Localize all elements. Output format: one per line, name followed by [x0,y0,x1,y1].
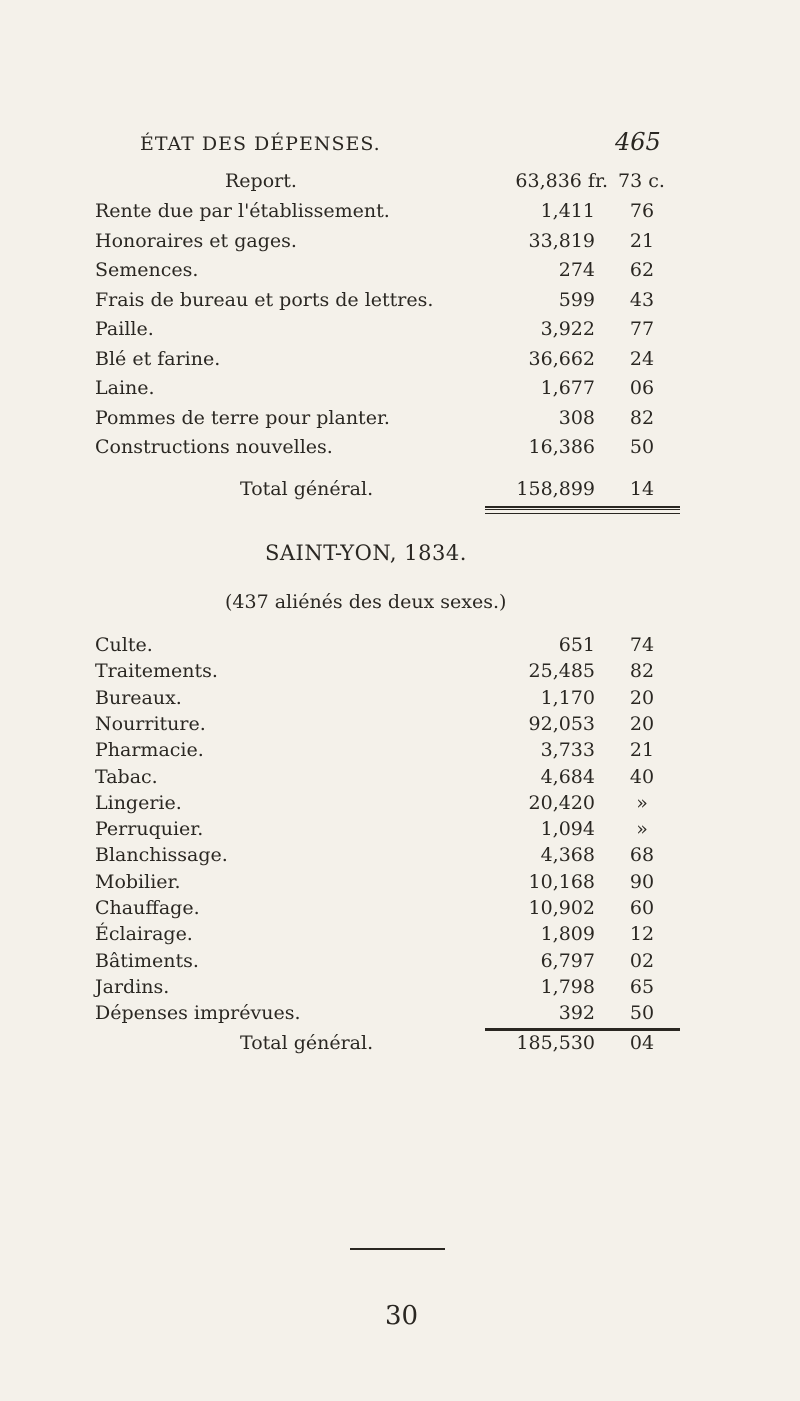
report-centimes: 73 c. [618,170,665,192]
row-francs: 274 [558,259,595,281]
row-centimes: 76 [629,200,655,222]
section-title: SAINT-YON, 1834. [265,541,467,565]
row-francs: 1,809 [540,923,595,946]
total-rule-top [485,506,680,508]
row-francs: 10,168 [528,870,595,893]
table-row [0,871,800,897]
table-row [0,200,800,226]
row-label: Paille. [95,318,154,340]
row-centimes: 65 [629,975,655,998]
section2-total-row [0,1032,800,1058]
row-francs: 10,902 [528,897,595,919]
row-label: Nourriture. [95,712,206,735]
table-row [0,407,800,433]
section2-total-francs: 185,530 [516,1032,595,1054]
row-centimes: 24 [629,347,655,370]
table-row [0,792,800,818]
total-rule-2 [485,1028,680,1031]
row-label: Frais de bureau et ports de lettres. [95,288,434,311]
row-label: Laine. [95,377,155,399]
row-label: Éclairage. [95,923,193,946]
table-row [0,766,800,792]
table-row [0,318,800,344]
row-label: Traitements. [95,660,218,683]
row-label: Semences. [95,259,199,281]
page-header-title: ÉTAT DES DÉPENSES. [140,133,381,155]
row-francs: 4,368 [540,844,595,867]
row-francs: 20,420 [528,791,595,814]
row-centimes: 21 [629,739,655,762]
section-note: (437 aliénés des deux sexes.) [225,591,507,613]
row-label: Jardins. [95,975,170,998]
signature-mark: 30 [385,1301,419,1331]
table-row [0,897,800,923]
page-number: 465 [615,128,661,156]
table-row [0,713,800,739]
row-centimes: 68 [629,844,655,867]
row-centimes: 21 [629,229,655,252]
row-francs: 4,684 [540,765,595,788]
table-row [0,348,800,374]
row-centimes: 20 [629,686,655,709]
row-label: Blanchissage. [95,844,228,867]
row-label: Dépenses imprévues. [95,1002,301,1025]
row-centimes: 60 [629,897,655,919]
row-francs: 392 [558,1002,595,1025]
row-centimes: 50 [629,1002,655,1025]
section2-total-label: Total général. [240,1032,374,1054]
row-label: Blé et farine. [95,347,221,370]
row-label: Mobilier. [95,870,181,893]
row-label: Lingerie. [95,791,182,814]
row-francs: 651 [558,634,595,656]
row-label: Tabac. [95,765,158,788]
table-row [0,660,800,686]
table-row [0,436,800,462]
row-centimes: 82 [629,660,655,683]
row-label: Perruquier. [95,818,204,841]
table-row [0,230,800,256]
row-centimes: 12 [629,923,655,946]
row-francs: 3,733 [540,739,595,762]
table-row [0,634,800,660]
report-row [0,170,800,196]
total-double-rule-b [485,513,680,514]
table-row [0,259,800,285]
row-francs: 1,411 [540,200,595,222]
row-francs: 1,094 [540,818,595,841]
table-row [0,844,800,870]
total-double-rule-a [485,509,680,510]
row-francs: 36,662 [528,347,595,370]
row-centimes: 82 [629,406,655,429]
row-label: Pommes de terre pour planter. [95,406,390,429]
row-centimes: 77 [629,318,655,340]
row-francs: 25,485 [528,660,595,683]
row-centimes: 20 [629,712,655,735]
row-label: Honoraires et gages. [95,229,297,252]
row-centimes: » [636,818,648,841]
row-centimes: 43 [629,288,655,311]
row-centimes: 02 [629,949,655,972]
row-label: Bureaux. [95,686,182,709]
row-francs: 16,386 [528,436,595,458]
section1-total-centimes: 14 [629,478,655,500]
row-centimes: 50 [629,436,655,458]
row-label: Pharmacie. [95,739,204,762]
section1-total-row [0,478,800,504]
row-label: Bâtiments. [95,949,199,972]
row-francs: 33,819 [528,229,595,252]
section2-total-centimes: 04 [629,1032,655,1054]
table-row [0,377,800,403]
row-francs: 599 [558,288,595,311]
row-francs: 92,053 [528,712,595,735]
table-row [0,1002,800,1028]
row-centimes: 40 [629,765,655,788]
row-francs: 1,170 [540,686,595,709]
row-centimes: 62 [629,259,655,281]
report-label: Report. [225,170,297,192]
row-centimes: » [636,791,648,814]
row-francs: 3,922 [540,318,595,340]
row-label: Rente due par l'établissement. [95,200,390,222]
table-row [0,923,800,949]
section1-total-label: Total général. [240,478,374,500]
row-centimes: 90 [629,870,655,893]
row-centimes: 74 [629,634,655,656]
table-row [0,818,800,844]
row-francs: 1,677 [540,377,595,399]
table-row [0,739,800,765]
table-row [0,976,800,1002]
row-francs: 1,798 [540,975,595,998]
report-francs: 63,836 fr. [515,170,608,192]
section1-total-francs: 158,899 [516,478,595,500]
table-row [0,289,800,315]
row-francs: 308 [558,406,595,429]
row-label: Culte. [95,634,153,656]
row-francs: 6,797 [540,949,595,972]
row-centimes: 06 [629,377,655,399]
footer-rule [350,1248,445,1250]
table-row [0,950,800,976]
row-label: Chauffage. [95,897,200,919]
row-label: Constructions nouvelles. [95,436,333,458]
table-row [0,687,800,713]
